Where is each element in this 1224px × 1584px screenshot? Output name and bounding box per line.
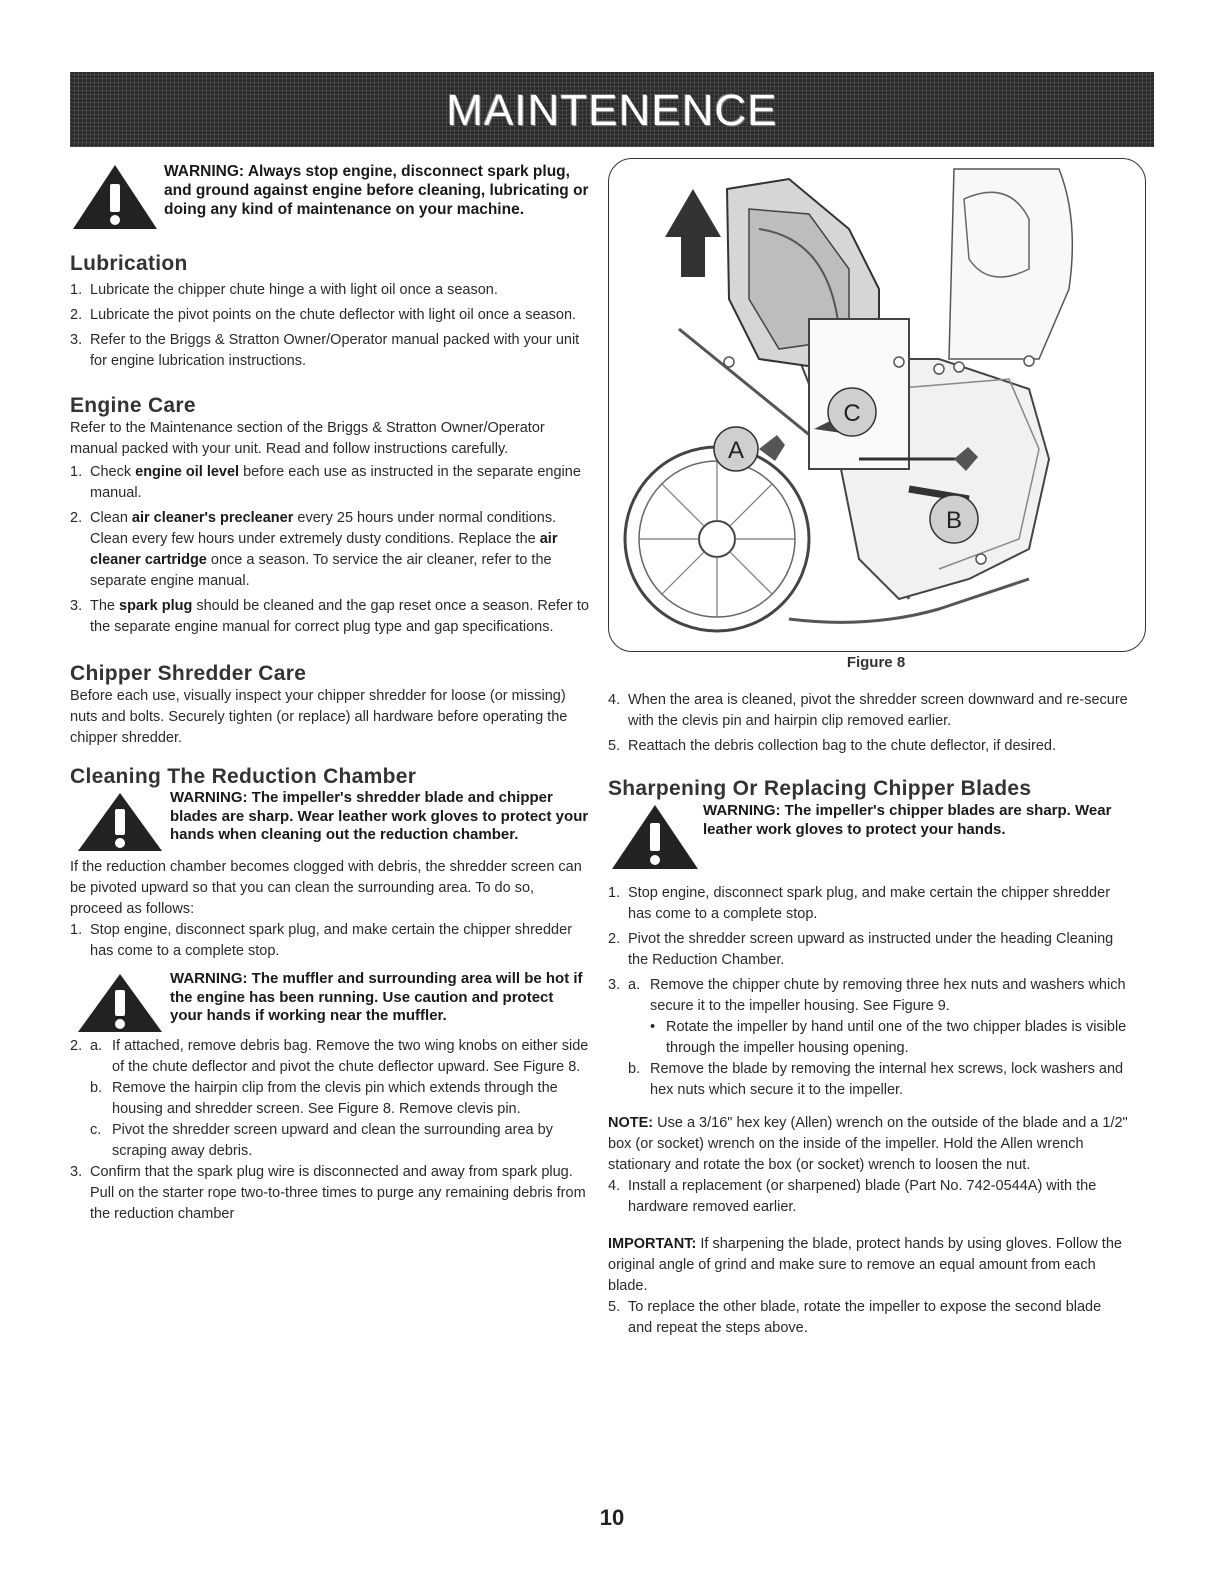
list-item: 2. a. If attached, remove debris bag. Remove the two wing knobs on either side of the chute deflector and pivot the chute deflector upward. See Figure 8. [70,1038,589,1075]
warning-label: WARNING: [170,970,248,987]
left-column [70,158,590,1225]
list-sub-item: b. Remove the blade by removing the internal hex screws, lock washers and hex nuts which secure it to the impeller. [628,1061,1124,1098]
list-item: 1. Check engine oil level before each use as instructed in the separate engine manual. [70,464,581,501]
callout-c: C [843,400,861,427]
sharpening-warning [608,801,1128,871]
important-paragraph: IMPORTANT: If sharpening the blade, protect hands by using gloves. Follow the original angle of grind and make sure to remove an equal amount from each blade. [608,1236,1122,1294]
lubrication-heading: Lubrication [70,252,188,275]
muffler-warning [70,970,590,1034]
list-item: 3. The spark plug should be cleaned and the gap reset once a season. Refer to the separate engine manual for correct plug type and gap specifications. [70,598,589,635]
list-item: 3. Refer to the Briggs & Stratton Owner/Operator manual packed with your unit for engine lubrication instructions. [70,332,580,369]
list-item: 3. a. Remove the chipper chute by removing three hex nuts and washers which secure it to the impeller housing. See Figure 9. [608,977,1126,1014]
page-title: MAINTENENCE [446,86,778,135]
list-bullet-item: • Rotate the impeller by hand until one of the two chipper blades is visible through the impeller housing opening. [650,1019,1127,1056]
warning-text: The impeller's shredder blade and chipper blades are sharp. Wear leather work gloves to protect your hands when cleaning out the reduction chamber. [170,789,589,843]
warning-triangle-icon [70,789,170,853]
figure-caption: Figure 8 [846,654,906,671]
list-item: 2. Lubricate the pivot points on the chute deflector with light oil once a season. [70,307,577,323]
list-sub-item: c. Pivot the shredder screen upward and clean the surrounding area by scraping away debris. [90,1122,553,1159]
list-item: 1. Lubricate the chipper chute hinge a with light oil once a season. [70,282,498,298]
figure-8-illustration [608,158,1146,652]
warning-text: Always stop engine, disconnect spark plug, and ground against engine before cleaning, lubricating or doing any kind of maintenance on your machine. [164,163,589,218]
right-column [608,690,1128,1339]
sharpening-heading: Sharpening Or Replacing Chipper Blades [608,777,1032,800]
callout-a: A [727,437,745,464]
list-item: 1. Stop engine, disconnect spark plug, and make certain the chipper shredder has come to a complete stop. [608,885,1111,922]
list-item: 3. Confirm that the spark plug wire is disconnected and away from spark plug. Pull on the starter rope two-to-three times to purge any remaining debris from the reduction chamber [70,1164,586,1222]
engine-care-intro: Refer to the Maintenance section of the Briggs & Stratton Owner/Operator manual packed with your unit. Read and follow instructions carefully. [70,420,545,457]
warning-triangle-icon [70,970,170,1034]
cleaning-heading: Cleaning The Reduction Chamber [70,765,417,788]
warning-triangle-icon [608,801,703,871]
note-paragraph: NOTE: Use a 3/16" hex key (Allen) wrench on the outside of the blade and a 1/2" box (or socket) wrench on the inside of the impeller. Hold the Allen wrench stationary and rotate the box (or socket) wrench to loosen the nut. [608,1115,1128,1173]
warning-label: WARNING: [703,802,781,819]
warning-text: The impeller's chipper blades are sharp. Wear leather work gloves to protect your hands. [703,802,1112,838]
list-item: 5. Reattach the debris collection bag to the chute deflector, if desired. [608,738,1057,754]
chipper-illustration [609,159,1145,651]
warning-label: WARNING: [170,789,248,806]
list-item: 2. Clean air cleaner's precleaner every 25 hours under normal conditions. Clean every few hours under extremely dusty conditions. Replace the air cleaner cartridge once a season. To service the air cleaner, refer to the separate engine manual. [70,510,558,589]
warning-text: The muffler and surrounding area will be hot if the engine has been running. Use caution and protect your hands if working near the muffler. [170,970,583,1024]
top-warning [70,162,590,232]
warning-triangle-icon [70,162,160,232]
list-sub-item: b. Remove the hairpin clip from the clevis pin which extends through the housing and shredder screen. See Figure 8. Remove clevis pin. [90,1080,558,1117]
list-item: 1. Stop engine, disconnect spark plug, and make certain the chipper shredder has come to a complete stop. [70,922,573,959]
list-item: 2. Pivot the shredder screen upward as instructed under the heading Cleaning the Reduction Chamber. [608,931,1114,968]
cleaning-warning [70,789,590,853]
engine-care-heading: Engine Care [70,394,196,417]
cleaning-intro: If the reduction chamber becomes clogged with debris, the shredder screen can be pivoted upward so that you can clean the surrounding area. To do so, proceed as follows: [70,859,582,917]
chipper-care-text: Before each use, visually inspect your chipper shredder for loose (or missing) nuts and bolts. Securely tighten (or replace) all hardware before operating the chipper shredder. [70,688,568,746]
page-number: 10 [599,1505,625,1530]
list-item: 4. When the area is cleaned, pivot the shredder screen downward and re-secure with the clevis pin and hairpin clip removed earlier. [608,692,1128,729]
title-banner [70,72,1154,147]
callout-b: B [945,507,963,534]
chipper-care-heading: Chipper Shredder Care [70,662,307,685]
warning-label: WARNING: [164,163,245,180]
list-item: 4. Install a replacement (or sharpened) blade (Part No. 742-0544A) with the hardware removed earlier. [608,1178,1097,1215]
list-item: 5. To replace the other blade, rotate the impeller to expose the second blade and repeat the steps above. [608,1299,1102,1336]
